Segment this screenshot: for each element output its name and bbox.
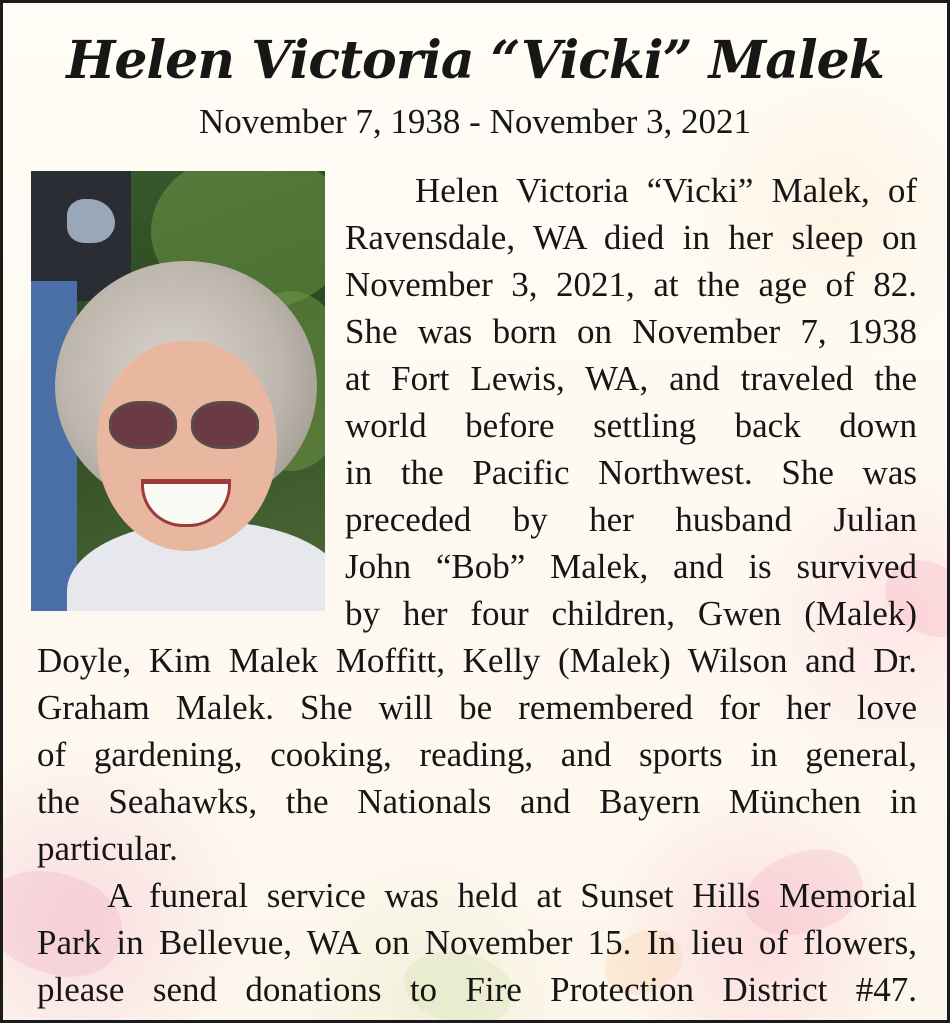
text-line: of gardening, cooking, reading, and sports in general, — [37, 735, 917, 774]
deceased-name: Helen Victoria “Vicki” Malek — [66, 30, 884, 91]
text-line: the Seahawks, the Nationals and Bayern München in — [37, 782, 917, 821]
text-line: Helen Victoria “Vicki” Malek, of — [415, 171, 917, 210]
text-line: November 3, 2021, at the age of 82. — [345, 265, 917, 304]
portrait-photo — [31, 171, 325, 611]
text-line: Ravensdale, WA died in her sleep on — [345, 218, 917, 257]
text-line: in the Pacific Northwest. She was — [345, 453, 917, 492]
obituary-text-full-width — [37, 637, 917, 1013]
text-line: by her four children, Gwen (Malek) — [345, 594, 917, 633]
sunglasses-left-lens — [109, 401, 177, 449]
text-line: A funeral service was held at Sunset Hills Memorial — [107, 876, 917, 915]
text-line: Graham Malek. She will be remembered for her love — [37, 688, 917, 727]
text-line: world before settling back down — [345, 406, 917, 445]
life-dates: November 7, 1938 - November 3, 2021 — [198, 102, 752, 141]
text-line: at Fort Lewis, WA, and traveled the — [345, 359, 917, 398]
obituary-text-beside-photo — [345, 167, 917, 637]
text-line: John “Bob” Malek, and is survived — [345, 547, 917, 586]
sunglasses-right-lens — [191, 401, 259, 449]
text-line: preceded by her husband Julian — [345, 500, 917, 539]
text-line: She was born on November 7, 1938 — [345, 312, 917, 351]
text-line: please send donations to Fire Protection District #47. — [37, 970, 917, 1009]
seahawks-logo-icon — [67, 199, 115, 243]
text-line: Doyle, Kim Malek Moffitt, Kelly (Malek) Wilson and Dr. — [37, 641, 917, 680]
text-line: particular. — [37, 829, 178, 868]
text-line: Park in Bellevue, WA on November 15. In lieu of flowers, — [37, 923, 917, 962]
